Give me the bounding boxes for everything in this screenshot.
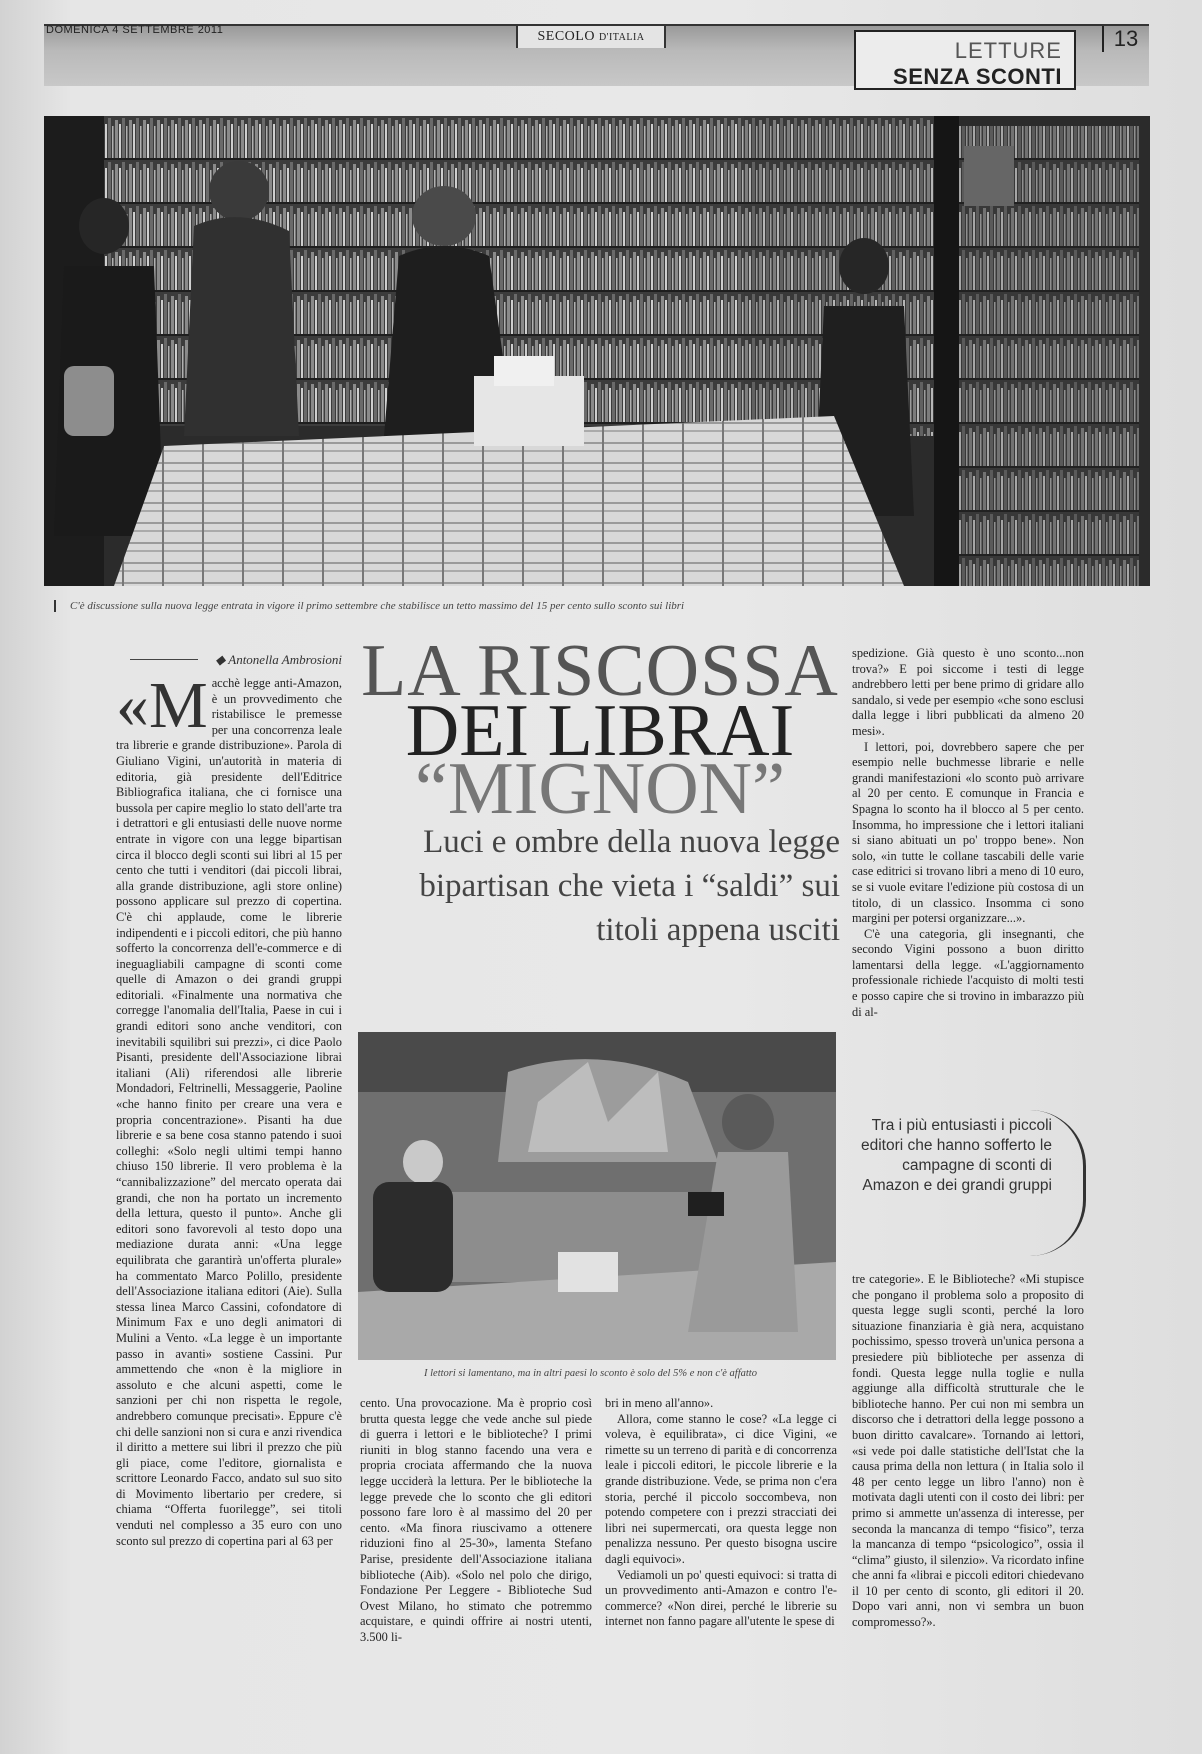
author-name: Antonella Ambrosioni (228, 652, 342, 667)
diamond-icon: ◆ (215, 652, 229, 667)
column-4-paragraph: C'è una categoria, gli insegnanti, che secondo Vigini possono a buon diritto lamentarsi della legge. «L'aggiornamento professionale richiede l'acquisto di molti testi e posso capire che si trovino in imbarazzo più di al- (852, 926, 1084, 1019)
column-3-paragraph: bri in meno all'anno». (605, 1396, 714, 1410)
column-4-paragraph: spedizione. Già questo è uno sconto...non trova?» E poi siccome i testi di legge andrebbero letti per bene primo di gridare allo sandalo, si vede per esempio «che sono esclusi dalla legge i libri pubblicati da almeno 20 mesi». (852, 646, 1084, 738)
readers-photo-illustration (358, 1032, 836, 1360)
readers-photo (358, 1032, 836, 1360)
issue-date: DOMENICA 4 SETTEMBRE 2011 (46, 24, 224, 36)
paper-name-main: SECOLO (537, 29, 595, 44)
article-column-3 (605, 1396, 837, 1630)
headline-line-3: “MIGNON” (415, 748, 785, 830)
column-2-paragraph: cento. Una provocazione. Ma è proprio così brutta questa legge che vede anche sul piede di guerra i lettori e le biblioteche? I primi riuniti in blog stanno facendo una vera e propria crociata affermando che la nuova legge ucciderà la lettura. Per le biblioteche la legge prevede che lo sconto che gli editori possono fare loro è al massimo del 20 per cento. «Ma finora riuscivamo a ottenere riduzioni fino al 25-30», lamenta Stefano Parise, presidente dell'Associazione italiana biblioteche (Aib). «Solo nel polo che dirigo, Fondazione Per Leggere - Biblioteche Sud Ovest Milano, ho stimato che potremmo acquistare, e quindi offrire ai nostri utenti, 3.500 li- (360, 1396, 592, 1644)
drop-cap: «M (116, 669, 208, 742)
bookshop-photo-illustration (44, 116, 1150, 586)
byline (130, 652, 342, 668)
page-number: 13 (1102, 26, 1148, 52)
headline (360, 630, 840, 830)
article-column-1 (116, 669, 342, 1549)
pull-quote: Tra i più entusiasti i piccoli editori che hanno sofferto le campagne di sconti di Amazon e dei grandi gruppi (860, 1117, 1052, 1194)
subheadline: Luci e ombre della nuova legge bipartisan che vieta i “saldi” sui titoli appena usciti (419, 824, 840, 948)
column-1-text: acchè legge anti-Amazon, è un provvedimento che ristabilisce le premesse per una concorrenza leale tra librerie e grande distribuzione». Parola di Giuliano Vigini, un'autorità in materia di editoria, già presidente dell'Editrice Bibliografica italiana, che ci fornisce una bussola per capire meglio lo stato dell'arte tra i detrattori e gli entusiasti delle nuove norme entrate in vigore con una legge bipartisan circa il blocco degli sconti sui libri al 15 per cento che tutti i venditori (dai piccoli librai, alla grande distribuzione, agli store online) possono applicare sul prezzo di copertina. C'è chi applaude, come le librerie indipendenti e i piccoli editori, che più hanno sofferto la concorrenza dell'e-commerce e di ineguagliabili campagne di sconti come quelle di Amazon o dei grandi gruppi editoriali. «Finalmente una normativa che corregge l'anomalia dell'Italia, Paese in cui i grandi editori sono anche venditori, con inevitabili squilibri sui prezzi», ci dice Paolo Pisanti, presidente dell'Associazione librai italiani (Ali) riferendosi alle librerie Mondadori, Feltrinelli, Messaggerie, Paoline «che hanno finito per creare una vera e propria concentrazione». Pisanti ha due librerie e sa bene cosa stanno patendo i suoi colleghi: «Solo negli ultimi tempi hanno chiuso 150 librerie. Il vero problema è la “cannibalizzazione” del mercato operata dai grandi, che non ha portato un incremento della lettura, questo il punto». Anche gli editori sono favorevoli al testo dopo una mediazione durata anni: «Una legge equilibrata che garantirà un'offerta plurale» ha commentato Marco Polillo, presidente dell'Associazione italiana editori (Aie). Sulla stessa linea Marco Cassini, cofondatore di Minimum Fax e uno degli animatori di Mulini a Vento. «La legge è un importante passo in avanti» sostiene Cassini. Pur ammettendo che «non è la migliore in assoluto e che alcuni aspetti, come le sanzioni per chi non rispetta le regole, andrebbero comunque precisati». Eppure c'è chi delle sanzioni non si cura e anzi rivendica il diritto a mettere sui libri il prezzo che più gli piace, come l'editore, giornalista e scrittore Leonardo Facco, andato sul suo sito di Movimento libertario per credere, si chiama “Offerta fuorilegge”, sei titoli venduti nel complesso a 35 euro con uno sconto sul prezzo di copertina pari al 63 per (116, 676, 342, 1548)
article-column-2 (360, 1396, 592, 1646)
column-3-paragraph: Vediamoli un po' questi equivoci: si tratta di un provvedimento anti-Amazon e contro l'e-commerce? «Non direi, perché le librerie su internet non fanno pagare all'utente le spese di (605, 1567, 837, 1629)
main-photo-caption: C'è discussione sulla nuova legge entrata in vigore il primo settembre che stabilisce un tetto massimo del 15 per cento sullo sconto sui libri (54, 600, 1134, 612)
section-title-line1: LETTURE (954, 38, 1062, 63)
column-4-paragraph: tre categorie». E le Biblioteche? «Mi stupisce che pongano il problema solo a proposito di questa legge sugli sconti, perché la loro situazione finanziaria è già nera, acquistano pochissimo, spesso troverà un'unica persona a presiedere più biblioteche per assenza di fondi. Questa legge nulla toglie e nulla aggiunge alla difficoltà strutturale che le biblioteche hanno. Per cui non mi sembra un discorso che i detrattori della legge possono a buon diritto cavalcare». Tornando ai lettori, «si vede poi dalle statistiche dell'Istat che la causa prima della non lettura ( in Italia solo il 48 per cento legge un libro l'anno) non è motivata dagli utenti con il costo dei libri: per primo si ammette un'assenza di interesse, per seconda la mancanza di tempo “fisico”, terza la mancanza di tempo “psicologico”, ossia il “clima” giusto, il silenzio». Va ricordato infine che anni fa «librai e piccoli editori chiedevano il 10 per cento di sconto, gli editori il 20. Dopo vari anni, non vi sembra un buon compromesso?». (852, 1272, 1084, 1630)
column-1-paragraph (116, 669, 342, 1549)
column-4-paragraph: I lettori, poi, dovrebbero sapere che per esempio nelle buchmesse librarie e nelle grandi manifestazioni «lo sconto può arrivare al 20 per cento. E comunque in Francia e Spagna lo sconto ha il blocco al 5 per cento. Insomma, ho impressione che i lettori italiani si siano abituati un po' troppo bene». Non solo, «in tutte le collane tascabili delle varie case editrici si trovano libri a meno di 10 euro, se si vuole evitare l'edizione più costosa di un titolo, di un classico. Insomma ci sono margini per potersi organizzare...». (852, 739, 1084, 926)
article-column-4-bottom (852, 1272, 1084, 1631)
section-title-line2: SENZA SCONTI (893, 64, 1062, 89)
column-3-paragraph: Allora, come stanno le cose? «La legge ci voleva, è equilibrata», ci dice Vigini, «e rimette su un terreno di parità e di concorrenza leale i piccoli editori, le piccole librerie e la grande distribuzione. Vede, se prima non c'era storia, perché il piccolo soccombeva, non potendo competere con i prezzi stracciati dei libri nei supermercati, ora questa legge non penalizza nessuno. Per questo bisogna uscire dagli equivoci». (605, 1411, 837, 1566)
headline-line-2: DEI LIBRAI (405, 690, 795, 772)
section-title-box (854, 30, 1076, 90)
newspaper-name (516, 26, 666, 48)
headline-line-1: LA RISCOSSA (361, 630, 839, 712)
readers-photo-caption: I lettori si lamentano, ma in altri paesi lo sconto è solo del 5% e non c'è affatto (424, 1368, 757, 1379)
article-column-4-top (852, 646, 1084, 1020)
bookshop-photo (44, 116, 1150, 586)
paper-name-suffix: D'ITALIA (598, 32, 645, 43)
